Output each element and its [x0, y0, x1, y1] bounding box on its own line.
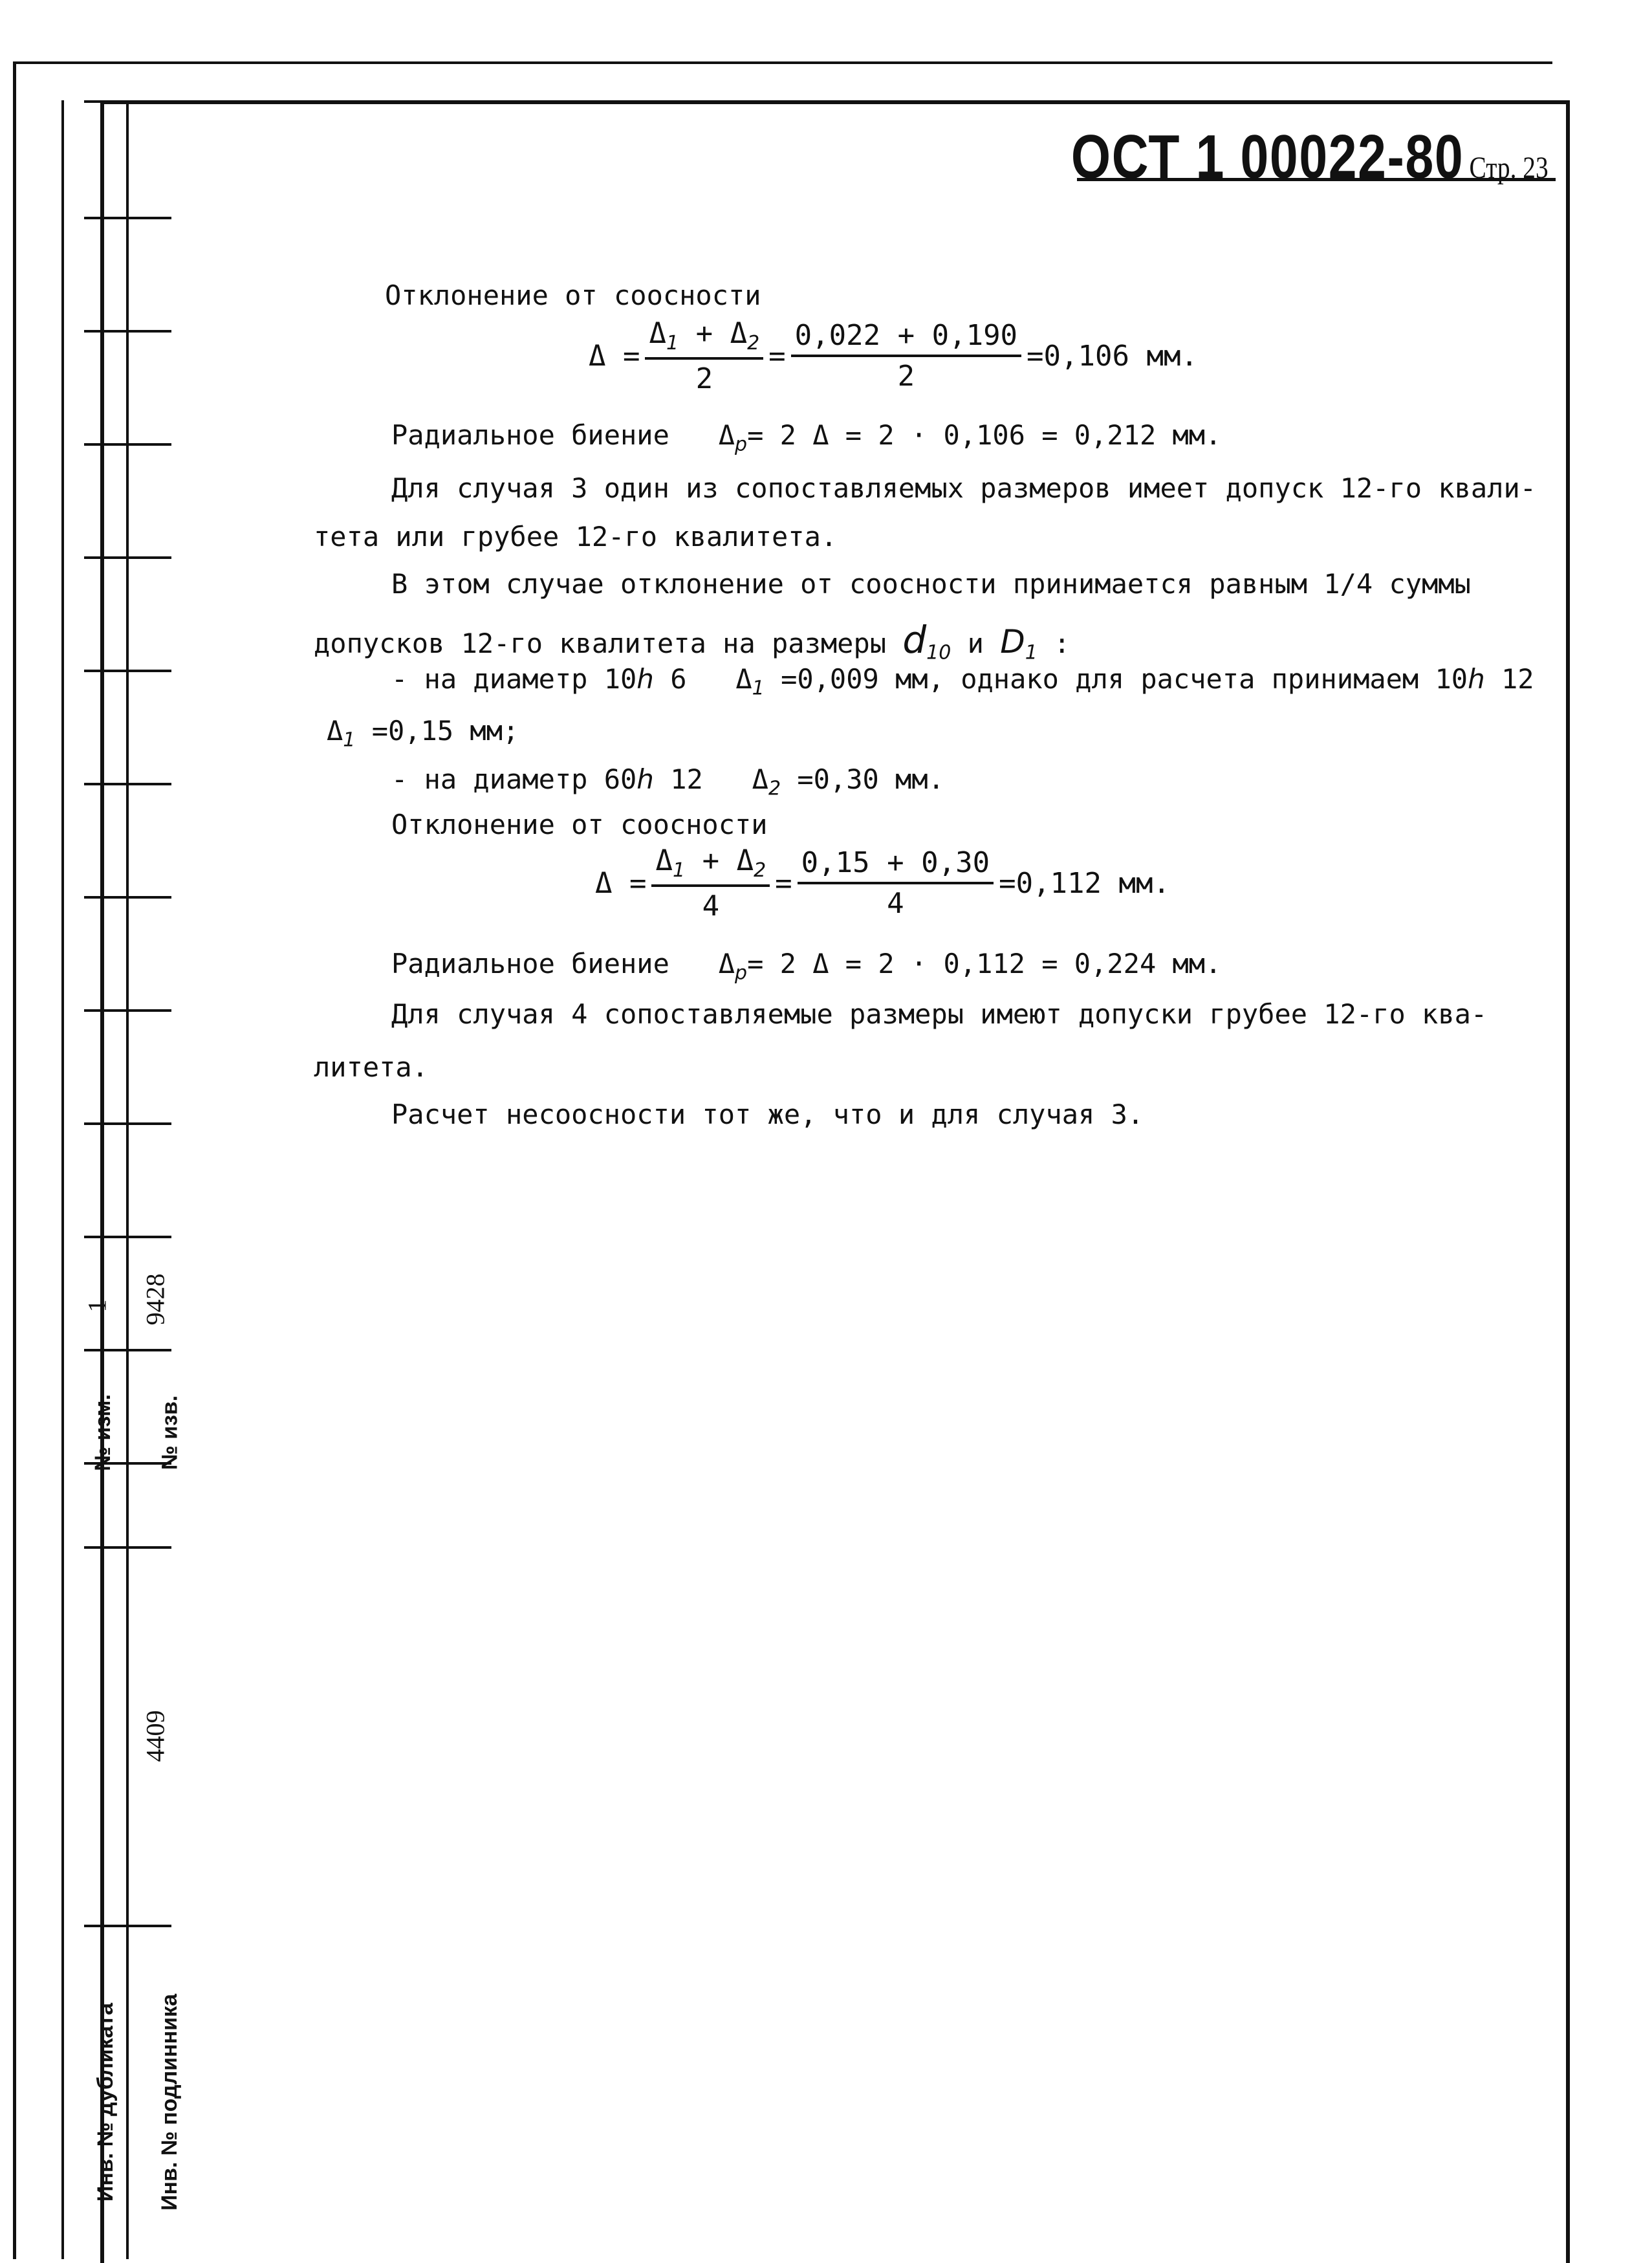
radial-runout-1: Радиальное биение $\Delta_р= 2$ Δ = 2 · 0,106 = 0,212 мм. — [391, 419, 1222, 456]
izm-label: № изм. — [90, 1394, 115, 1471]
margin-rule — [84, 670, 171, 672]
margin-rule — [84, 1546, 171, 1549]
izm-value: 1 — [82, 1299, 112, 1313]
inv-dubl-label: Инв. № дубликата — [93, 2002, 118, 2202]
header-rule — [1077, 178, 1556, 181]
page-number: Стр. 23 — [1469, 151, 1549, 185]
margin-rule — [84, 556, 171, 559]
radial-runout-2: Радиальное биение $\Delta_р= 2$ Δ = 2 · 0,112 = 0,224 мм. — [391, 948, 1222, 985]
outer-left-border — [13, 61, 16, 2259]
line-deviation-title: Отклонение от соосности — [385, 279, 761, 311]
izv-label: № изв. — [157, 1395, 182, 1470]
formula-2: Δ = $\frac{\Delta_1 + \Delta_2}{4}$ = $\frac{0,15 + 0,30}{4}$ =0,112 мм. — [595, 844, 1170, 923]
diameter-10-line: - на диаметр 10h 6 $\Delta_1 =0,009$ мм, однако для расчета принимаем 10h 12 — [391, 663, 1534, 700]
margin-rule — [84, 217, 171, 219]
margin-rule — [84, 1236, 171, 1238]
margin-rule — [84, 100, 107, 103]
diameter-60-line: - на диаметр 60h 12 $\Delta_2 =0,30$ мм. — [391, 763, 944, 800]
izv-value: 9428 — [140, 1273, 170, 1326]
paragraph-quarter-cont: допусков 12-го квалитета на размеры $d_{10}$ и $D_1$ : — [314, 618, 1071, 664]
margin-rule — [84, 783, 171, 785]
outer-top-border — [13, 61, 1552, 64]
margin-column-divider — [126, 100, 129, 2259]
margin-rule — [84, 896, 171, 899]
inv-podl-label: Инв. № подлинника — [157, 1994, 182, 2211]
line-deviation-title-2: Отклонение от соосности — [391, 809, 768, 840]
margin-rule — [84, 1349, 171, 1351]
paragraph-case3: Для случая 3 один из сопоставляемых размеров имеет допуск 12-го квали- — [391, 472, 1537, 504]
margin-column-divider — [61, 100, 64, 2259]
document-code: ОСТ 1 00022-80 Стр. 23 — [1071, 122, 1549, 191]
inv-podl-value: 4409 — [140, 1710, 170, 1762]
paragraph-case4-cont: литета. — [314, 1051, 429, 1083]
margin-rule — [84, 330, 171, 333]
margin-rule — [84, 1122, 171, 1125]
margin-rule — [84, 1925, 171, 1927]
formula-1: Δ = $\frac{\Delta_1 + \Delta_2}{2}$ = $\frac{0,022 + 0,190}{2}$ =0,106 мм. — [589, 317, 1198, 395]
paragraph-quarter: В этом случае отклонение от соосности принимается равным 1/4 суммы — [391, 568, 1471, 600]
paragraph-conclusion: Расчет несоосности тот же, что и для случая 3. — [391, 1099, 1144, 1130]
delta1-value-line: $\Delta_1 =0,15$ мм; — [327, 715, 519, 752]
margin-rule — [84, 443, 171, 446]
paragraph-case3-cont: тета или грубее 12-го квалитета. — [314, 521, 838, 552]
margin-rule — [84, 1009, 171, 1012]
paragraph-case4: Для случая 4 сопоставляемые размеры имеют допуски грубее 12-го ква- — [391, 998, 1488, 1030]
